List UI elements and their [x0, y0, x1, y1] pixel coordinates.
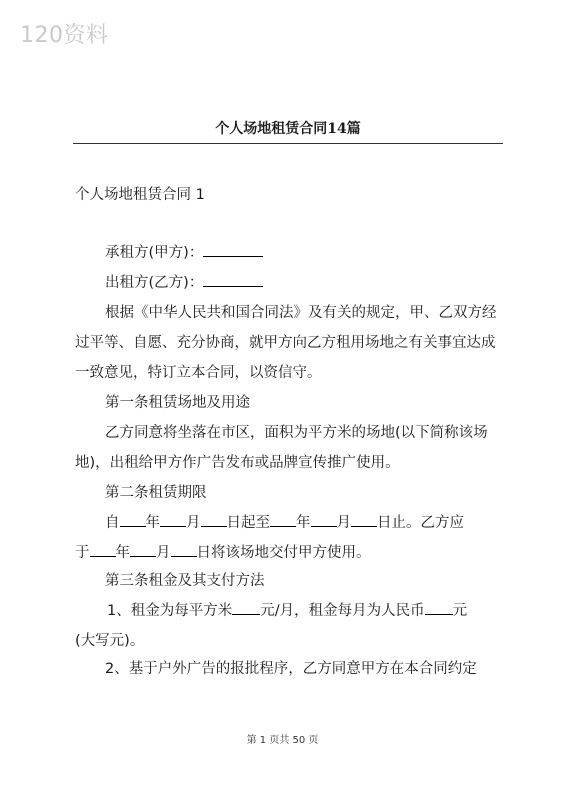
header-divider	[73, 143, 503, 144]
day-blank	[351, 508, 377, 527]
clause-1-heading: 第一条租赁场地及用途	[105, 395, 250, 411]
month-blank	[130, 538, 156, 557]
clause-3-line-2: (大写元)。	[75, 633, 145, 649]
clause-1-paragraph: 乙方同意将坐落在市区，面积为平方米的场地(以下简称该场地)，出租给甲方作广告发布或品牌宣传推广使用。	[75, 425, 488, 471]
party-b-line	[105, 268, 535, 298]
year-blank	[90, 538, 116, 557]
text-segment: 月	[186, 515, 201, 531]
clause-3-paragraph-2: 2、基于户外广告的报批程序，乙方同意甲方在本合同约定	[105, 661, 477, 677]
year-blank	[120, 508, 146, 527]
text-segment: 元/月，租金每月为人民币	[260, 603, 425, 619]
month-blank	[160, 508, 186, 527]
clause-2-heading: 第二条租赁期限	[105, 485, 207, 501]
text-segment: 年	[145, 515, 160, 531]
document-title: 个人场地租赁合同14篇	[215, 121, 361, 137]
price-blank	[232, 596, 260, 615]
text-segment: 年	[115, 545, 130, 561]
text-segment: 日将该场地交付甲方使用。	[196, 545, 371, 561]
clause-3-heading: 第三条租金及其支付方法	[105, 573, 265, 589]
year-blank	[270, 508, 296, 527]
party-a-line	[105, 238, 535, 268]
watermark-logo: 120资料	[20, 23, 109, 48]
amount-blank	[425, 596, 453, 615]
text-segment: 自	[105, 515, 120, 531]
preamble-paragraph: 根据《中华人民共和国合同法》及有关的规定，甲、乙双方经过平等、自愿、充分协商，就甲方向乙方租用场地之有关事宜达成一致意见，特订立本合同，以资信守。	[75, 305, 497, 381]
text-segment: 月	[156, 545, 171, 561]
party-a-blank	[203, 238, 263, 257]
month-blank	[311, 508, 337, 527]
text-segment: 元	[452, 603, 468, 619]
clause-2-line-1	[75, 508, 505, 538]
party-b-label: 出租方(乙方)：	[105, 275, 204, 291]
text-segment: 年	[296, 515, 311, 531]
clause-2-line-2	[75, 538, 505, 568]
page-footer: 第 1 页共 50 页	[246, 735, 319, 746]
day-blank	[201, 508, 227, 527]
text-segment: 1、租金为每平方米	[107, 603, 233, 619]
party-b-blank	[203, 268, 263, 287]
section-title: 个人场地租赁合同 1	[75, 187, 205, 203]
party-a-label: 承租方(甲方)：	[105, 245, 204, 261]
day-blank	[171, 538, 197, 557]
clause-3-paragraph-1	[75, 596, 505, 656]
text-segment: 月	[336, 515, 351, 531]
clause-2-paragraph	[75, 508, 505, 568]
text-segment: 日止。乙方应	[377, 515, 464, 531]
text-segment: 于	[75, 545, 90, 561]
clause-3-line-1	[75, 596, 505, 626]
text-segment: 日起至	[226, 515, 270, 531]
